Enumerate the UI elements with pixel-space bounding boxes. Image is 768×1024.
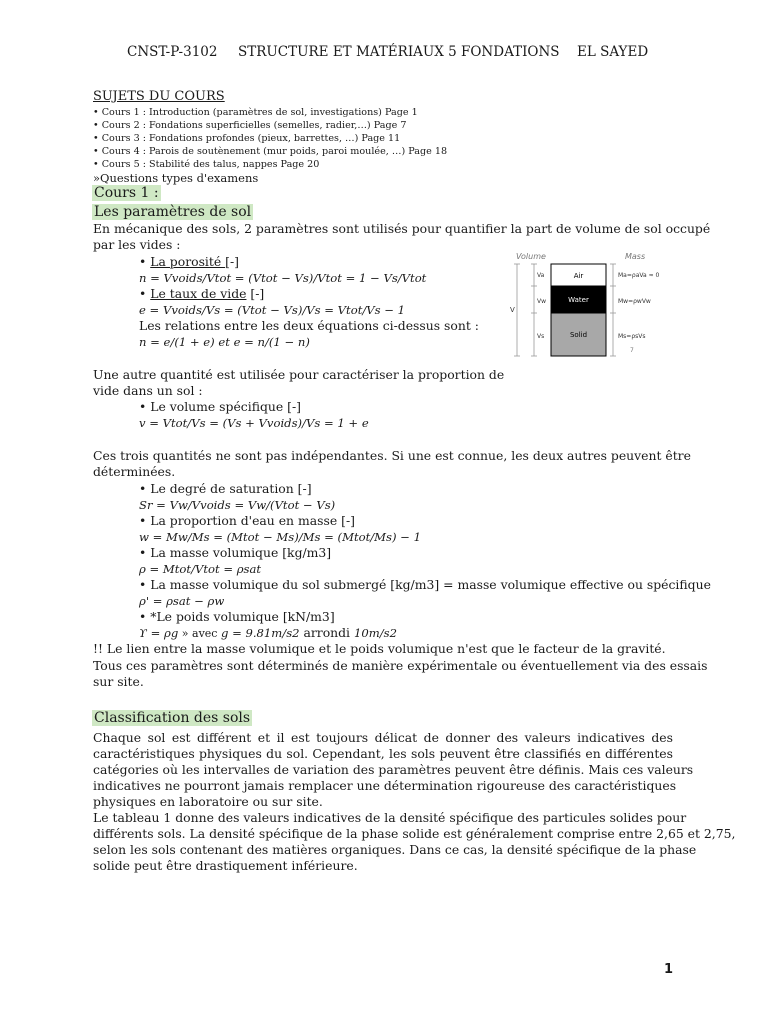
paragraph-line: déterminées. — [93, 464, 176, 479]
water-label: Water — [568, 296, 589, 304]
note-line: Tous ces paramètres sont déterminés de manière expérimentale ou éventuellement via des essais — [93, 658, 708, 673]
unit-weight-equation — [139, 625, 397, 642]
page-header — [0, 44, 768, 64]
relations-text: Les relations entre les deux équations ci-dessus sont : — [139, 318, 479, 333]
eq-part: 10m/s2 — [353, 626, 397, 640]
soil-phase-diagram — [505, 250, 677, 362]
section-subheading-params — [92, 204, 253, 220]
ma-label: Ma=ρaVa ≈ 0 — [618, 272, 660, 279]
paragraph-line: Une autre quantité est utilisée pour caractériser la proportion de — [93, 367, 505, 382]
ms-label: Ms=ρsVs — [618, 333, 646, 340]
specific-volume-label: • Le volume spécifique [-] — [139, 399, 301, 414]
section-heading-cours1 — [92, 185, 161, 201]
header-code: CNST-P-3102 — [127, 44, 218, 60]
v-total-label: V — [510, 306, 515, 314]
toc-item: • Cours 1 : Introduction (paramètres de sol, investigations) Page 1 — [93, 107, 418, 118]
toc-item: • Cours 2 : Fondations superficielles (semelles, radier,…) Page 7 — [93, 120, 407, 131]
density-equation: ρ = Mtot/Vtot = ρsat — [139, 562, 262, 576]
porosity-name: La porosité — [150, 254, 226, 269]
void-ratio-equation: e = Vvoids/Vs = (Vtot − Vs)/Vs = Vtot/Vs − 1 — [139, 303, 406, 317]
header-author: EL SAYED — [577, 44, 649, 60]
eq-part: g = 9.81m/s2 — [220, 626, 300, 640]
toc-exam-questions: »Questions types d'examens — [93, 171, 259, 185]
saturation-equation: Sr = Vw/Vvoids = Vw/(Vtot − Vs) — [139, 498, 336, 512]
paragraph-line: selon les sols contenant des matières organiques. Dans ce cas, la densité spécifique de la phase — [93, 842, 697, 857]
paragraph-line: solide peut être drastiquement inférieure. — [93, 858, 358, 873]
vw-label: Vw — [537, 298, 547, 305]
relations-equation: n = e/(1 + e) et e = n/(1 − n) — [139, 335, 310, 349]
paragraph-line: catégories où les intervalles de variation des paramètres peuvent être définis. Mais ces valeurs — [93, 762, 694, 777]
porosity-label — [139, 254, 239, 270]
figure-number: 7 — [630, 347, 634, 354]
page-number: 1 — [664, 962, 674, 977]
porosity-equation: n = Vvoids/Vtot = (Vtot − Vs)/Vtot = 1 − Vs/Vtot — [139, 271, 427, 285]
water-content-equation: w = Mw/Ms = (Mtot − Ms)/Ms = (Mtot/Ms) − 1 — [139, 530, 421, 544]
submerged-density-label: • La masse volumique du sol submergé [kg/m3] = masse volumique effective ou spécifique — [139, 577, 711, 592]
paragraph-line: vide dans un sol : — [93, 383, 203, 398]
paragraph-line: différents sols. La densité spécifique de la phase solide est généralement comprise entre 2,65 et 2,75, — [93, 826, 736, 841]
toc-item: • Cours 5 : Stabilité des talus, nappes Page 20 — [93, 159, 320, 170]
void-ratio-name: Le taux de vide — [150, 286, 247, 301]
eq-part: arrondi — [299, 625, 354, 640]
bullet: • — [139, 254, 151, 269]
paragraph-line: caractéristiques physiques du sol. Cependant, les sols peuvent être classifiés en différentes — [93, 746, 673, 761]
subheading-text: Les paramètres de sol — [94, 204, 252, 220]
void-ratio-unit: [-] — [246, 286, 265, 301]
water-content-label: • La proportion d'eau en masse [-] — [139, 513, 355, 528]
eq-part: ϒ = ρg — [139, 626, 179, 640]
specific-volume-equation: v = Vtot/Vs = (Vs + Vvoids)/Vs = 1 + e — [139, 416, 369, 430]
mass-header: Mass — [625, 252, 646, 261]
eq-part: » avec — [178, 627, 221, 640]
volume-header: Volume — [516, 252, 546, 261]
paragraph-line: Chaque sol est différent et il est toujours délicat de donner des valeurs indicatives des — [93, 730, 673, 745]
heading-text: Cours 1 : — [94, 185, 159, 201]
header-course: STRUCTURE ET MATÉRIAUX 5 — [238, 44, 457, 60]
vs-label: Vs — [537, 333, 545, 340]
toc-title: SUJETS DU COURS — [93, 89, 225, 104]
heading-text: Classification des sols — [94, 710, 251, 726]
porosity-unit: [-] — [225, 254, 240, 269]
paragraph-line: par les vides : — [93, 237, 181, 252]
submerged-density-equation: ρ' = ρsat − ρw — [139, 594, 225, 608]
paragraph-line: Ces trois quantités ne sont pas indépendantes. Si une est connue, les deux autres peuvent être — [93, 448, 691, 463]
mw-label: Mw=ρwVw — [618, 298, 651, 305]
paragraph-line: En mécanique des sols, 2 paramètres sont utilisés pour quantifier la part de volume de sol occupé — [93, 221, 711, 236]
paragraph-line: Le tableau 1 donne des valeurs indicatives de la densité spécifique des particules solides pour — [93, 810, 687, 825]
note-line: !! Le lien entre la masse volumique et le poids volumique n'est que le facteur de la gravité. — [93, 641, 666, 656]
void-ratio-label — [139, 286, 264, 302]
toc-item: • Cours 4 : Parois de soutènement (mur poids, paroi moulée, …) Page 18 — [93, 146, 448, 157]
paragraph-line: physiques en laboratoire ou sur site. — [93, 794, 323, 809]
saturation-label: • Le degré de saturation [-] — [139, 481, 312, 496]
section-heading-classification — [92, 710, 252, 726]
toc-item: • Cours 3 : Fondations profondes (pieux, barrettes, …) Page 11 — [93, 133, 401, 144]
paragraph-line: indicatives ne pourront jamais remplacer une détermination rigoureuse des caractéristiques — [93, 778, 677, 793]
bullet: • — [139, 286, 151, 301]
toc-list — [93, 106, 447, 171]
header-topic: FONDATIONS — [461, 44, 560, 60]
air-label: Air — [573, 272, 584, 280]
solid-label: Solid — [569, 331, 588, 339]
note-line: sur site. — [93, 674, 144, 689]
va-label: Va — [537, 272, 545, 279]
density-label: • La masse volumique [kg/m3] — [139, 545, 332, 560]
unit-weight-label: • *Le poids volumique [kN/m3] — [139, 609, 335, 624]
